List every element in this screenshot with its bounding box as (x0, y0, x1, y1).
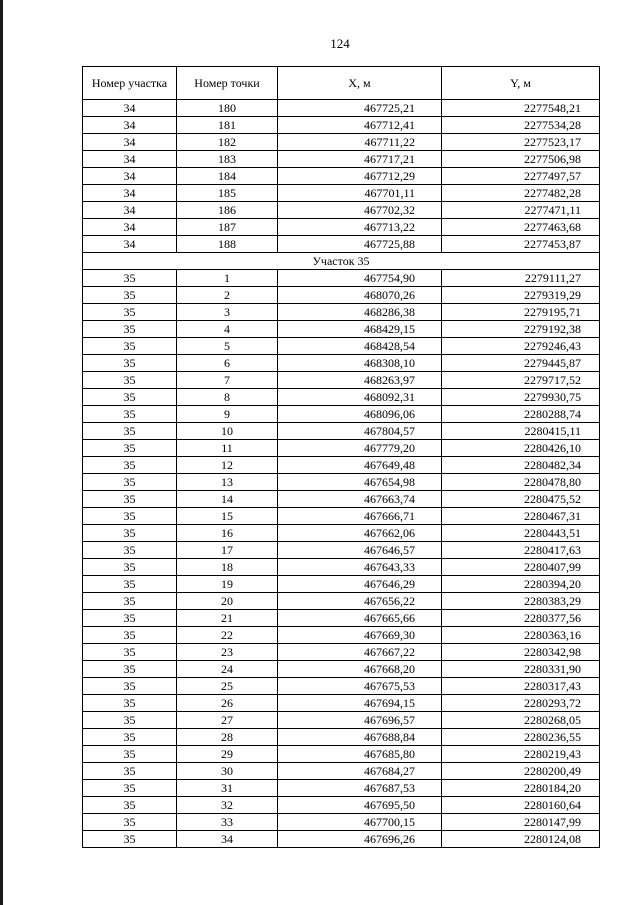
cell-plot-number: 34 (83, 117, 177, 134)
cell-x-coordinate: 467712,29 (278, 168, 442, 185)
cell-y-coordinate: 2279445,87 (442, 355, 600, 372)
cell-plot-number: 35 (83, 457, 177, 474)
cell-y-coordinate: 2280200,49 (442, 763, 600, 780)
cell-plot-number: 35 (83, 627, 177, 644)
cell-x-coordinate: 467643,33 (278, 559, 442, 576)
cell-x-coordinate: 467702,32 (278, 202, 442, 219)
cell-plot-number: 35 (83, 270, 177, 287)
table-row (83, 168, 600, 185)
cell-plot-number: 35 (83, 542, 177, 559)
cell-y-coordinate: 2280443,51 (442, 525, 600, 542)
cell-x-coordinate: 467646,57 (278, 542, 442, 559)
cell-y-coordinate: 2277482,28 (442, 185, 600, 202)
cell-plot-number: 35 (83, 661, 177, 678)
table-row (83, 355, 600, 372)
cell-point-number: 182 (177, 134, 278, 151)
cell-y-coordinate: 2279246,43 (442, 338, 600, 355)
table-row (83, 117, 600, 134)
cell-point-number: 28 (177, 729, 278, 746)
cell-x-coordinate: 467662,06 (278, 525, 442, 542)
cell-x-coordinate: 467685,80 (278, 746, 442, 763)
cell-point-number: 4 (177, 321, 278, 338)
cell-point-number: 183 (177, 151, 278, 168)
cell-x-coordinate: 467663,74 (278, 491, 442, 508)
cell-point-number: 21 (177, 610, 278, 627)
cell-x-coordinate: 467779,20 (278, 440, 442, 457)
cell-x-coordinate: 468092,31 (278, 389, 442, 406)
cell-y-coordinate: 2280363,16 (442, 627, 600, 644)
cell-point-number: 18 (177, 559, 278, 576)
cell-point-number: 14 (177, 491, 278, 508)
cell-plot-number: 35 (83, 576, 177, 593)
cell-x-coordinate: 467646,29 (278, 576, 442, 593)
cell-x-coordinate: 467667,22 (278, 644, 442, 661)
cell-x-coordinate: 467713,22 (278, 219, 442, 236)
cell-y-coordinate: 2280293,72 (442, 695, 600, 712)
cell-x-coordinate: 467712,41 (278, 117, 442, 134)
cell-point-number: 22 (177, 627, 278, 644)
cell-x-coordinate: 467654,98 (278, 474, 442, 491)
cell-point-number: 27 (177, 712, 278, 729)
table-row (83, 389, 600, 406)
header-x-coordinate: X, м (278, 67, 442, 100)
cell-x-coordinate: 467711,22 (278, 134, 442, 151)
cell-point-number: 181 (177, 117, 278, 134)
cell-y-coordinate: 2280415,11 (442, 423, 600, 440)
header-point-number: Номер точки (177, 67, 278, 100)
cell-x-coordinate: 467725,88 (278, 236, 442, 253)
table-row (83, 508, 600, 525)
cell-point-number: 186 (177, 202, 278, 219)
cell-y-coordinate: 2280478,80 (442, 474, 600, 491)
cell-plot-number: 34 (83, 151, 177, 168)
cell-x-coordinate: 467656,22 (278, 593, 442, 610)
cell-plot-number: 35 (83, 440, 177, 457)
table-row (83, 678, 600, 695)
cell-plot-number: 34 (83, 168, 177, 185)
table-row (83, 746, 600, 763)
header-row (83, 67, 600, 100)
cell-plot-number: 35 (83, 508, 177, 525)
table-row (83, 729, 600, 746)
cell-y-coordinate: 2280342,98 (442, 644, 600, 661)
cell-y-coordinate: 2280475,52 (442, 491, 600, 508)
cell-point-number: 13 (177, 474, 278, 491)
table-row (83, 440, 600, 457)
header-y-coordinate: Y, м (442, 67, 600, 100)
cell-point-number: 34 (177, 831, 278, 848)
cell-plot-number: 34 (83, 185, 177, 202)
table-row (83, 661, 600, 678)
table-row (83, 151, 600, 168)
table-row (83, 304, 600, 321)
table-row (83, 780, 600, 797)
cell-plot-number: 34 (83, 134, 177, 151)
cell-plot-number: 35 (83, 678, 177, 695)
scan-edge (0, 0, 3, 905)
table-row (83, 695, 600, 712)
cell-plot-number: 35 (83, 474, 177, 491)
table-row (83, 202, 600, 219)
table-row (83, 627, 600, 644)
cell-point-number: 10 (177, 423, 278, 440)
cell-plot-number: 35 (83, 321, 177, 338)
table-row (83, 423, 600, 440)
cell-y-coordinate: 2280288,74 (442, 406, 600, 423)
cell-x-coordinate: 468263,97 (278, 372, 442, 389)
table-row (83, 763, 600, 780)
cell-point-number: 2 (177, 287, 278, 304)
cell-plot-number: 35 (83, 644, 177, 661)
cell-plot-number: 35 (83, 372, 177, 389)
cell-plot-number: 35 (83, 763, 177, 780)
cell-x-coordinate: 467725,21 (278, 100, 442, 117)
cell-x-coordinate: 468070,26 (278, 287, 442, 304)
cell-plot-number: 35 (83, 831, 177, 848)
cell-x-coordinate: 467666,71 (278, 508, 442, 525)
cell-plot-number: 35 (83, 423, 177, 440)
cell-plot-number: 35 (83, 525, 177, 542)
cell-plot-number: 35 (83, 287, 177, 304)
cell-y-coordinate: 2280184,20 (442, 780, 600, 797)
cell-y-coordinate: 2279192,38 (442, 321, 600, 338)
cell-y-coordinate: 2280377,56 (442, 610, 600, 627)
cell-point-number: 20 (177, 593, 278, 610)
table-row (83, 542, 600, 559)
cell-y-coordinate: 2279717,52 (442, 372, 600, 389)
table-section (83, 253, 600, 270)
header-plot-number: Номер участка (83, 67, 177, 100)
cell-point-number: 32 (177, 797, 278, 814)
cell-point-number: 1 (177, 270, 278, 287)
cell-x-coordinate: 468308,10 (278, 355, 442, 372)
cell-point-number: 180 (177, 100, 278, 117)
cell-point-number: 31 (177, 780, 278, 797)
cell-x-coordinate: 467717,21 (278, 151, 442, 168)
cell-plot-number: 35 (83, 389, 177, 406)
cell-point-number: 184 (177, 168, 278, 185)
cell-y-coordinate: 2280331,90 (442, 661, 600, 678)
cell-y-coordinate: 2280317,43 (442, 678, 600, 695)
cell-y-coordinate: 2277523,17 (442, 134, 600, 151)
cell-y-coordinate: 2279195,71 (442, 304, 600, 321)
cell-y-coordinate: 2279111,27 (442, 270, 600, 287)
cell-point-number: 5 (177, 338, 278, 355)
cell-plot-number: 35 (83, 559, 177, 576)
cell-y-coordinate: 2280417,63 (442, 542, 600, 559)
cell-y-coordinate: 2279930,75 (442, 389, 600, 406)
coordinates-table (82, 66, 600, 848)
cell-point-number: 6 (177, 355, 278, 372)
table-row (83, 593, 600, 610)
table-body-plot-34 (83, 100, 600, 253)
cell-y-coordinate: 2280482,34 (442, 457, 600, 474)
table-row (83, 185, 600, 202)
table-row (83, 712, 600, 729)
cell-plot-number: 35 (83, 814, 177, 831)
cell-point-number: 17 (177, 542, 278, 559)
cell-x-coordinate: 467665,66 (278, 610, 442, 627)
cell-y-coordinate: 2280147,99 (442, 814, 600, 831)
cell-plot-number: 35 (83, 610, 177, 627)
table-row (83, 457, 600, 474)
cell-x-coordinate: 468286,38 (278, 304, 442, 321)
cell-plot-number: 35 (83, 304, 177, 321)
cell-y-coordinate: 2280236,55 (442, 729, 600, 746)
cell-y-coordinate: 2280124,08 (442, 831, 600, 848)
cell-x-coordinate: 467696,57 (278, 712, 442, 729)
cell-point-number: 19 (177, 576, 278, 593)
cell-point-number: 30 (177, 763, 278, 780)
cell-x-coordinate: 467695,50 (278, 797, 442, 814)
cell-point-number: 188 (177, 236, 278, 253)
table-header (83, 67, 600, 100)
cell-point-number: 26 (177, 695, 278, 712)
cell-x-coordinate: 467675,53 (278, 678, 442, 695)
cell-y-coordinate: 2277548,21 (442, 100, 600, 117)
table-row (83, 797, 600, 814)
table-row (83, 406, 600, 423)
table-row (83, 372, 600, 389)
cell-plot-number: 35 (83, 406, 177, 423)
table-row (83, 814, 600, 831)
cell-x-coordinate: 467700,15 (278, 814, 442, 831)
cell-plot-number: 35 (83, 695, 177, 712)
cell-plot-number: 34 (83, 219, 177, 236)
table-row (83, 236, 600, 253)
table-row (83, 219, 600, 236)
cell-plot-number: 35 (83, 746, 177, 763)
cell-plot-number: 34 (83, 202, 177, 219)
cell-y-coordinate: 2280383,29 (442, 593, 600, 610)
table-row (83, 338, 600, 355)
cell-x-coordinate: 468096,06 (278, 406, 442, 423)
cell-plot-number: 35 (83, 729, 177, 746)
table-row (83, 525, 600, 542)
section-row (83, 253, 600, 270)
cell-y-coordinate: 2277506,98 (442, 151, 600, 168)
cell-plot-number: 34 (83, 100, 177, 117)
table-row (83, 831, 600, 848)
cell-y-coordinate: 2280407,99 (442, 559, 600, 576)
cell-point-number: 11 (177, 440, 278, 457)
cell-y-coordinate: 2277463,68 (442, 219, 600, 236)
cell-x-coordinate: 467804,57 (278, 423, 442, 440)
table-row (83, 270, 600, 287)
cell-x-coordinate: 467669,30 (278, 627, 442, 644)
cell-point-number: 185 (177, 185, 278, 202)
cell-x-coordinate: 468429,15 (278, 321, 442, 338)
cell-point-number: 24 (177, 661, 278, 678)
cell-y-coordinate: 2280268,05 (442, 712, 600, 729)
cell-x-coordinate: 467668,20 (278, 661, 442, 678)
cell-point-number: 15 (177, 508, 278, 525)
table-row (83, 610, 600, 627)
table-row (83, 644, 600, 661)
cell-y-coordinate: 2280219,43 (442, 746, 600, 763)
cell-y-coordinate: 2280426,10 (442, 440, 600, 457)
cell-x-coordinate: 467687,53 (278, 780, 442, 797)
cell-plot-number: 34 (83, 236, 177, 253)
cell-x-coordinate: 467649,48 (278, 457, 442, 474)
cell-x-coordinate: 467754,90 (278, 270, 442, 287)
cell-point-number: 7 (177, 372, 278, 389)
cell-plot-number: 35 (83, 712, 177, 729)
cell-plot-number: 35 (83, 780, 177, 797)
cell-point-number: 29 (177, 746, 278, 763)
cell-y-coordinate: 2280160,64 (442, 797, 600, 814)
cell-x-coordinate: 467696,26 (278, 831, 442, 848)
table-row (83, 474, 600, 491)
table-row (83, 559, 600, 576)
cell-point-number: 23 (177, 644, 278, 661)
cell-point-number: 12 (177, 457, 278, 474)
cell-point-number: 8 (177, 389, 278, 406)
table-row (83, 491, 600, 508)
cell-point-number: 16 (177, 525, 278, 542)
cell-point-number: 3 (177, 304, 278, 321)
table-body-plot-35 (83, 270, 600, 848)
cell-y-coordinate: 2280394,20 (442, 576, 600, 593)
cell-plot-number: 35 (83, 593, 177, 610)
cell-x-coordinate: 467701,11 (278, 185, 442, 202)
section-title: Участок 35 (83, 253, 600, 270)
cell-plot-number: 35 (83, 491, 177, 508)
table-row (83, 287, 600, 304)
page-number: 124 (330, 36, 350, 51)
cell-x-coordinate: 468428,54 (278, 338, 442, 355)
cell-y-coordinate: 2277453,87 (442, 236, 600, 253)
cell-plot-number: 35 (83, 797, 177, 814)
cell-point-number: 187 (177, 219, 278, 236)
cell-y-coordinate: 2279319,29 (442, 287, 600, 304)
cell-plot-number: 35 (83, 355, 177, 372)
cell-point-number: 33 (177, 814, 278, 831)
cell-y-coordinate: 2277497,57 (442, 168, 600, 185)
cell-y-coordinate: 2277471,11 (442, 202, 600, 219)
table-row (83, 576, 600, 593)
cell-y-coordinate: 2277534,28 (442, 117, 600, 134)
table-row (83, 100, 600, 117)
table-row (83, 134, 600, 151)
cell-x-coordinate: 467688,84 (278, 729, 442, 746)
cell-point-number: 25 (177, 678, 278, 695)
cell-x-coordinate: 467694,15 (278, 695, 442, 712)
cell-plot-number: 35 (83, 338, 177, 355)
cell-y-coordinate: 2280467,31 (442, 508, 600, 525)
cell-point-number: 9 (177, 406, 278, 423)
cell-x-coordinate: 467684,27 (278, 763, 442, 780)
table-row (83, 321, 600, 338)
